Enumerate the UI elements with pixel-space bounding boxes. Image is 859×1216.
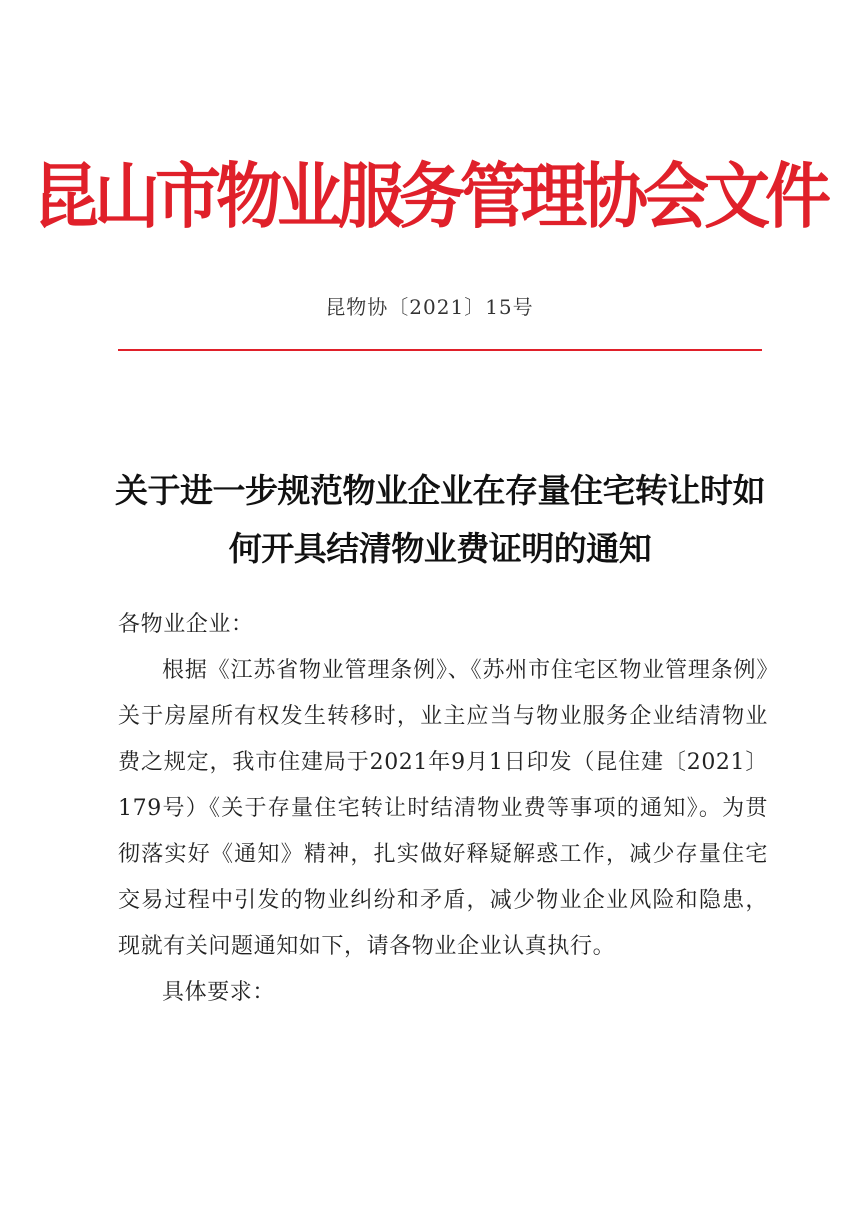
document-number: 昆物协〔2021〕15号	[325, 295, 534, 319]
requirements-heading: 具体要求：	[162, 980, 276, 1005]
red-divider-line	[118, 349, 762, 351]
salutation: 各物业企业：	[118, 612, 254, 637]
masthead-title: 昆山市物业服务管理协会文件	[33, 154, 826, 239]
notice-title-line-1: 关于进一步规范物业企业在存量住宅转让时如	[115, 471, 765, 510]
body-paragraph: 根据《江苏省物业管理条例》、《苏州市住宅区物业管理条例》关于房屋所有权发生转移时，业主应当与物业服务企业结清物业费之规定，我市住建局于2021年9月1日印发（昆住建〔2021〕179号）《关于存量住宅转让时结清物业费等事项的通知》。为贯彻落实好《通知》精神，扎实做好释疑解惑工作，减少存量住宅交易过程中引发的物业纠纷和矛盾，减少物业企业风险和隐患，现就有关问题通知如下，请各物业企业认真执行。	[118, 658, 768, 959]
notice-title	[100, 462, 780, 578]
notice-title-line-2: 何开具结清物业费证明的通知	[228, 529, 652, 568]
notice-body	[118, 602, 768, 1016]
